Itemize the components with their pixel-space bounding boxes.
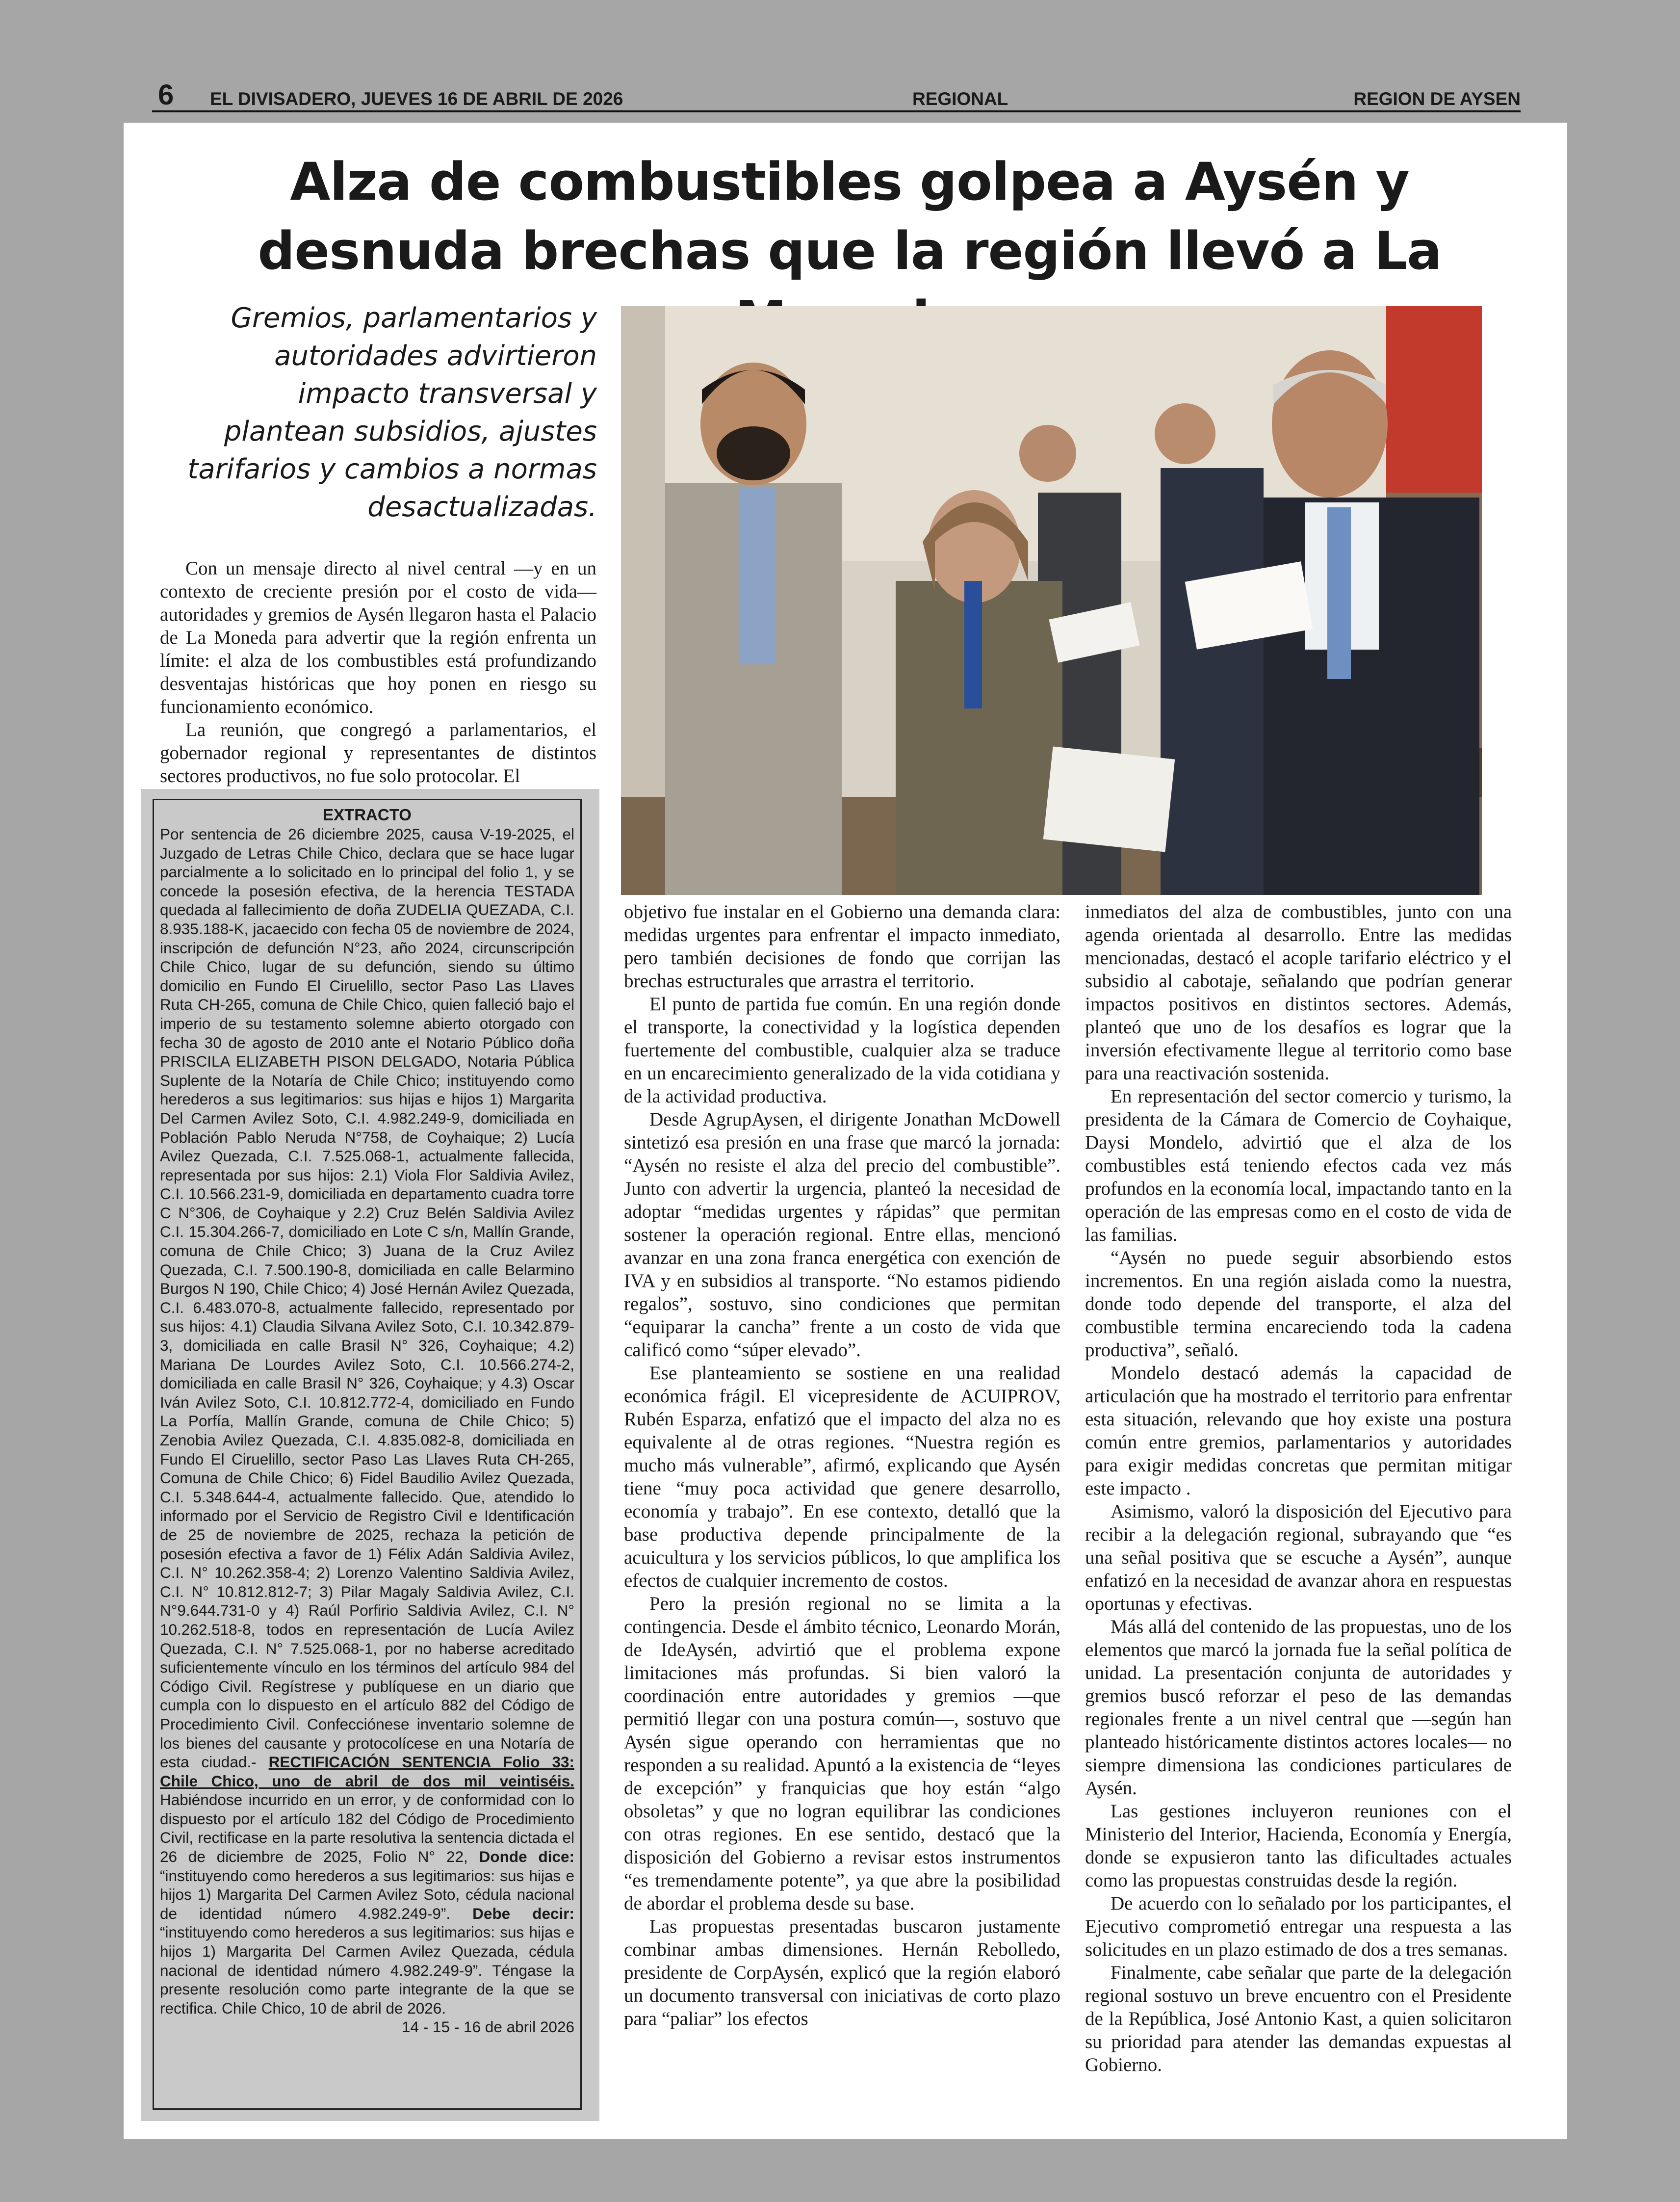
legal-notice-frame <box>153 799 582 2110</box>
section-name: REGIONAL <box>912 89 1008 109</box>
header-rule <box>152 110 1521 112</box>
article-paragraph: Con un mensaje directo al nivel central —y en un contexto de creciente presión por el costo de vida— autoridades y gremios de Aysén llegaron hasta el Palacio de La Moneda para advertir que la región enfrenta un límite: el alza de los combustibles está profundizando desventajas históricas que hoy ponen en riesgo su funcionamiento económico. <box>160 558 596 717</box>
region-name: REGION DE AYSEN <box>1353 89 1521 109</box>
article-paragraph: objetivo fue instalar en el Gobierno una demanda clara: medidas urgentes para enfrentar el impacto inmediato, pero también decisiones de fondo que corrijan las brechas estructurales que arrastra el territorio. <box>624 901 1060 992</box>
article-paragraph: Las gestiones incluyeron reuniones con el Ministerio del Interior, Hacienda, Economía y Energía, donde se expusieron tanto las dificultades actuales como las propuestas construidas desde la región. <box>1085 1801 1512 1891</box>
legal-notice-box <box>141 789 599 2121</box>
article-subheadline: Gremios, parlamentarios y autoridades advirtieron impacto transversal y plantean subsidios, ajustes tarifarios y cambios a normas desactualizadas. <box>187 302 597 523</box>
article-paragraph: Desde AgrupAysen, el dirigente Jonathan McDowell sintetizó esa presión en una frase que marcó la jornada: “Aysén no resiste el alza del precio del combustible”. Junto con advertir la urgencia, planteó la necesidad de adoptar “medidas urgentes y rápidas” que permitan sostener la operación regional. Entre ellas, mencionó avanzar en una zona franca energética con exención de IVA y en subsidios al transporte. “No estamos pidiendo regalos”, sostuvo, sino condiciones que permitan “equiparar la cancha” frente a un costo de vida que calificó como “súper elevado”. <box>624 1109 1060 1361</box>
article-paragraph: En representación del sector comercio y turismo, la presidenta de la Cámara de Comercio de Coyhaique, Daysi Mondelo, advirtió que el alza de los combustibles está teniendo efectos cada vez más profundos en la economía local, impactando tanto en la operación de las empresas como en el costo de vida de las familias. <box>1085 1086 1512 1245</box>
article-paragraph: Finalmente, cabe señalar que parte de la delegación regional sostuvo un breve encuentro con el Presidente de la República, José Antonio Kast, a quien solicitaron su prioridad para atender las demandas expuestas al Gobierno. <box>1085 1962 1512 2075</box>
rectification-body: Habiéndose incurrido en un error, y de conformidad con lo dispuesto por el artículo 182 del Código de Procedimiento Civil, rectificase en la parte resolutiva la sentencia dictada el 26 de diciembre de 2025, Folio N° 22, <box>160 1791 574 1866</box>
notice-body: Por sentencia de 26 diciembre 2025, causa V-19-2025, el Juzgado de Letras Chile Chico, declara que se hace lugar parcialmente a lo solicitado en lo principal del folio 1, y se concede la posesión efectiva, de la herencia TESTADA quedada al fallecimiento de doña ZUDELIA QUEZADA, C.I. 8.935.188-K, jacaecido con fecha 05 de noviembre de 2024, inscripción de defunción N°23, año 2024, circunscripción Chile Chico, lugar de su defunción, siendo su último domicilio en Fundo El Ciruelillo, sector Paso Las Llaves Ruta CH-265, comuna de Chile Chico, quien falleció bajo el imperio de su testamento solemne abierto otorgado con fecha 30 de agosto de 2010 ante el Notario Público doña PRISCILA ELIZABETH PISON DELGADO, Notaria Pública Suplente de la Notaría de Chile Chico; instituyendo como herederos a sus legitimarios: sus hijas e hijos 1) Margarita Del Carmen Avilez Soto, C.I. 4.982.249-9, domiciliada en Población Pablo Neruda N°758, de Coyhaique; 2) Lucía Avilez Quezada, C.I. 7.525.068-1, actualmente fallecida, representada por sus hijos: 2.1) Viola Flor Saldivia Avilez, C.I. 10.566.231-9, domiciliada en departamento cuadra torre C N°306, de Coyhaique y 2.2) Cruz Belén Saldivia Avilez C.I. 15.304.266-7, domiciliado en Lote C s/n, Mallín Grande, comuna de Chile Chico; 3) Juana de la Cruz Avilez Quezada, C.I. 7.500.190-8, domiciliada en calle Belarmino Burgos N 190, Chile Chico; 4) José Hernán Avilez Quezada, C.I. 6.483.070-8, actualmente fallecido, representado por sus hijos: 4.1) Claudia Silvana Avilez Soto, C.I. 10.342.879-3, domiciliada en calle Brasil N° 326, Coyhaique; 4.2) Mariana De Lourdes Avilez Soto, C.I. 10.566.274-2, domiciliada en calle Brasil N° 326, Coyhaique; y 4.3) Oscar Iván Avilez Soto, C.I. 10.812.772-4, domiciliado en Fundo La Porfía, Mallín Grande, comuna de Chile Chico; 5) Zenobia Avilez Quezada, C.I. 4.835.082-8, domiciliada en Fundo El Ciruelillo, sector Paso Las Llaves Ruta CH-265, Comuna de Chile Chico; 6) Fidel Baudilio Avilez Quezada, C.I. 5.348.644-4, actualmente fallecido. Que, atendido lo informado por el Servicio de Registro Civil e Identificación de 25 de noviembre de 2025, rechaza la petición de posesión efectiva a favor de 1) Félix Adán Saldivia Avilez, C.I. N° 10.262.358-4; 2) Lorenzo Valentino Saldivia Avilez, C.I. N° 10.812.812-7; 3) Pilar Magaly Saldivia Avilez, C.I. N°9.644.731-0 y 4) Raúl Porfirio Saldivia Avilez, C.I. N° 10.262.518-8, todos en representación de Lucía Avilez Quezada, C.I. N° 7.525.068-1, por no haberse acreditado suficientemente vínculo en los términos del artículo 984 del Código Civil. Regístrese y publíquese en un diario que cumpla con lo dispuesto en el artículo 882 del Código de Procedimiento Civil. Confecciónese inventario solemne de los bienes del causante y protocolícese en una Notaría de esta ciudad.- <box>160 825 574 1771</box>
says-text: “instituyendo como herederos a sus legitimarios: sus hijas e hijos 1) Margarita Del Carmen Avilez Soto, cédula nacional de identidad número 4.982.249-9”. <box>160 1866 574 1922</box>
article-paragraph: inmediatos del alza de combustibles, junto con una agenda orientada al desarrollo. Entre las medidas mencionadas, destacó el acople tarifario eléctrico y el subsidio al cabotaje, señalando que podrían generar impactos positivos en distintos sectores. Además, planteó que uno de los desafíos es lograr que la inversión efectivamente llegue al territorio como base para una reactivación sostenida. <box>1085 901 1512 1084</box>
article-paragraph: Asimismo, valoró la disposición del Ejecutivo para recibir a la delegación regional, subrayando que “es una señal positiva que se escuche a Aysén”, aunque enfatizó en la necesidad de avanzar ahora en respuestas oportunas y efectivas. <box>1085 1501 1512 1614</box>
rectification-heading: RECTIFICACIÓN SENTENCIA Folio 33: Chile Chico, uno de abril de dos mil veintiséis. <box>160 1753 574 1790</box>
article-paragraph: Más allá del contenido de las propuestas, uno de los elementos que marcó la jornada fue la señal política de unidad. La presentación conjunta de autoridades y gremios buscó reforzar el peso de las demandas regionales frente a un nivel central que —según han planteado históricamente distintos actores locales— no siempre dimensiona las condiciones particulares de Aysén. <box>1085 1616 1512 1799</box>
should-label: Debe decir: <box>472 1904 574 1922</box>
article-paragraph: Ese planteamiento se sostiene en una realidad económica frágil. El vicepresidente de ACUIPROV, Rubén Esparza, enfatizó que el impacto del alza no es equivalente al de otras regiones. “Nuestra región es mucho más vulnerable”, afirmó, explicando que Aysén tiene “muy poca actividad que genere desarrollo, economía y trabajo”. En ese contexto, detalló que la base productiva depende principalmente de la acuicultura y los servicios públicos, lo que amplifica los efectos de cualquier incremento de costos. <box>624 1363 1060 1591</box>
page-number: 6 <box>158 79 174 111</box>
article-paragraph: Mondelo destacó además la capacidad de articulación que ha mostrado el territorio para enfrentar esta situación, relevando que hoy existe una postura común entre gremios, parlamentarios y autoridades para exigir medidas concretas que permitan mitigar este impacto . <box>1085 1363 1512 1499</box>
article-paragraph: De acuerdo con lo señalado por los participantes, el Ejecutivo comprometió entregar una respuesta a las solicitudes en un plazo estimado de dos a tres semanas. <box>1085 1893 1512 1960</box>
article-paragraph: “Aysén no puede seguir absorbiendo estos incrementos. En una región aislada como la nuestra, donde todo depende del transporte, el alza del combustible termina encareciendo toda la cadena productiva”, señaló. <box>1085 1247 1512 1361</box>
says-label: Donde dice: <box>479 1848 574 1866</box>
article-column-middle <box>624 900 1060 2030</box>
notice-title: EXTRACTO <box>323 806 412 824</box>
article-photo <box>621 306 1482 895</box>
article-column-left <box>160 557 596 786</box>
publication-date: EL DIVISADERO, JUEVES 16 DE ABRIL DE 2026 <box>210 89 623 109</box>
article-paragraph: El punto de partida fue común. En una región donde el transporte, la conectividad y la logística dependen fuertemente del combustible, cualquier alza se traduce en un encarecimiento generalizado de la vida cotidiana y de la actividad productiva. <box>624 994 1060 1107</box>
should-text: “instituyendo como herederos a sus legitimarios: sus hijas e hijos 1) Margarita Del Carmen Avilez Quezada, cédula nacional de identidad número 4.982.249-9”. Téngase la presente resolución como parte integrante de la que se rectifica. Chile Chico, 10 de abril de 2026. <box>160 1923 574 2017</box>
article-paragraph: La reunión, que congregó a parlamentarios, el gobernador regional y representantes de distintos sectores productivos, no fue solo protocolar. El <box>160 719 596 786</box>
article-paragraph: Las propuestas presentadas buscaron justamente combinar ambas dimensiones. Hernán Rebolledo, presidente de CorpAysén, explicó que la región elaboró un documento transversal con iniciativas de corto plazo para “paliar” los efectos <box>624 1916 1060 2029</box>
notice-publication-dates: 14 - 15 - 16 de abril 2026 <box>402 2018 574 2036</box>
page-header <box>152 80 1521 110</box>
newspaper-page <box>124 123 1567 2139</box>
article-headline: Alza de combustibles golpea a Aysén y desnuda brechas que la región llevó a La <box>258 152 1442 281</box>
article-column-right <box>1085 900 1512 2076</box>
article-paragraph: Pero la presión regional no se limita a la contingencia. Desde el ámbito técnico, Leonardo Morán, de IdeAysén, advirtió que el problema expone limitaciones más profundas. Si bien valoró la coordinación entre autoridades y gremios —que permitió llegar con una postura común—, sostuvo que Aysén sigue operando con herramientas que no responden a su realidad. Apuntó a la existencia de “leyes de excepción” y franquicias que hoy están “algo obsoletas” y que no logran equilibrar las condiciones con otras regiones. En ese sentido, destacó que la disposición del Gobierno a revisar estos instrumentos “es tremendamente potente”, ya que abre la posibilidad de abordar el problema desde su base. <box>624 1593 1060 1914</box>
